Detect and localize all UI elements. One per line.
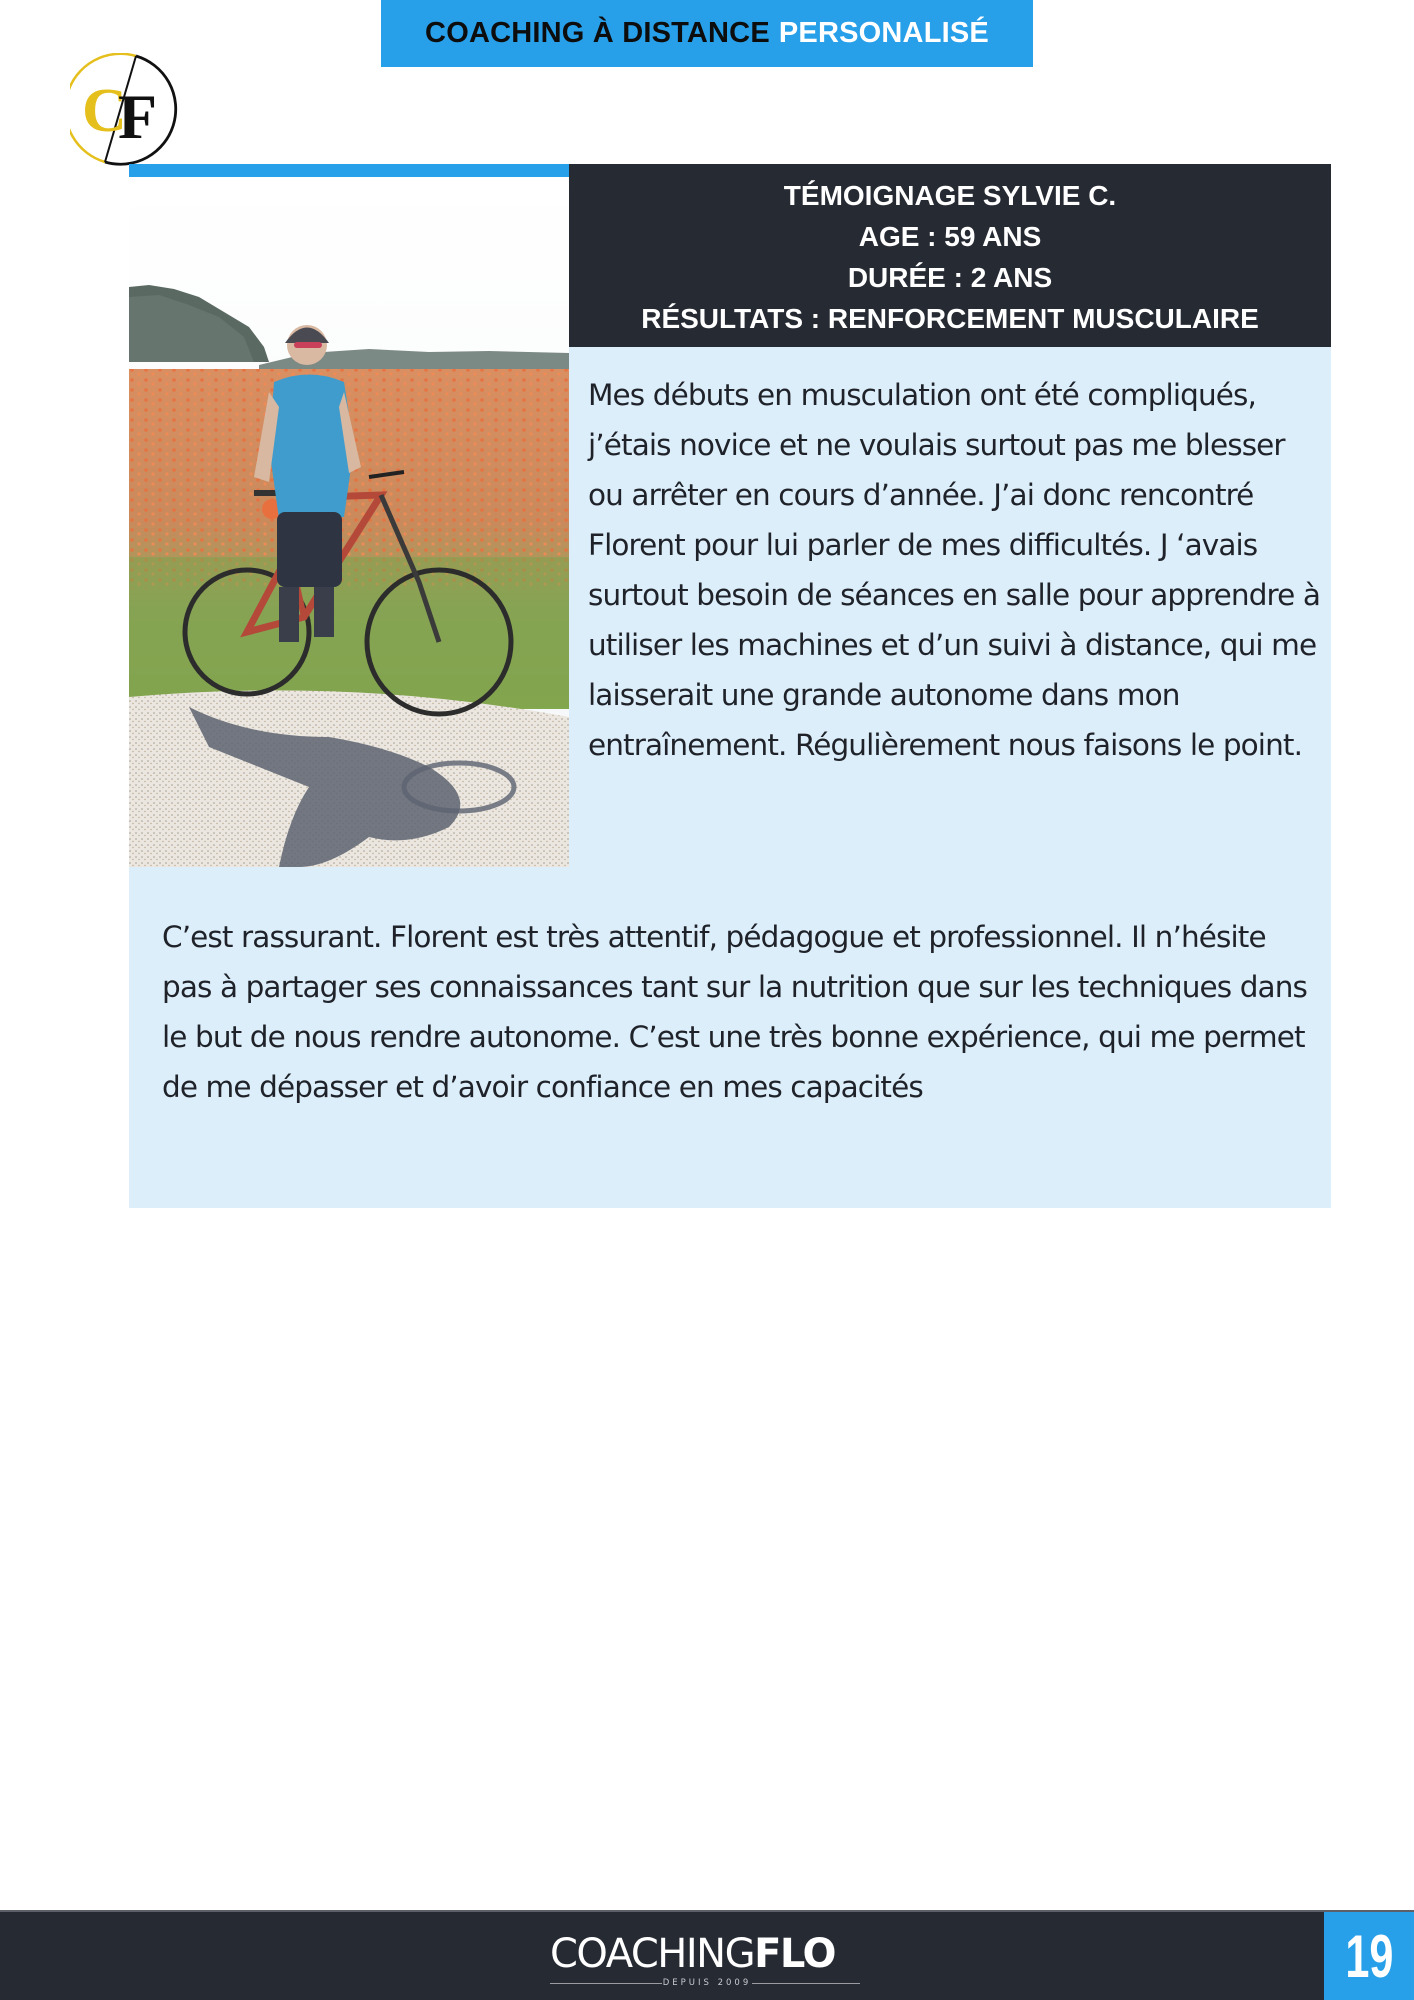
testimonial-paragraph-1: Mes débuts en musculation ont été compliqués, j’étais novice et ne voulais surtout pas me blesser ou arrêter en cours d’année. J’ai donc rencontré Florent pour lui parler de mes difficultés. J ‘avais surtout besoin de séances en salle pour apprendre à utiliser les machines et d’un suivi à distance, qui me laisserait une grande autonome dans mon entraînement. Régulièrement nous faisons le point. — [588, 378, 1321, 762]
accent-bar — [129, 164, 569, 177]
page-number-text: 19 — [1344, 1922, 1394, 1990]
testimonial-duration: DURÉE : 2 ANS — [847, 261, 1053, 293]
divider — [550, 1983, 662, 1984]
brand-wordmark — [550, 1932, 860, 1976]
brand-tagline: DEPUIS 2009 — [662, 1978, 752, 1988]
header-title-dark: COACHING À DISTANCE — [425, 17, 770, 49]
testimonial-paragraph-2: C’est rassurant. Florent est très attentif, pédagogue et professionnel. Il n’hésite pas à partager ses connaissances tant sur la nutrition que sur les techniques dans le but de nous rendre autonome. C’est une très bonne expérience, qui me permet de me dépasser et d’avoir confiance en mes capacités — [162, 920, 1307, 1104]
testimonial-card — [129, 164, 1331, 1208]
svg-text:F: F — [118, 81, 158, 152]
testimonial-results: RÉSULTATS : RENFORCEMENT MUSCULAIRE — [641, 302, 1259, 334]
divider — [752, 1983, 860, 1984]
coachingflo-logo — [550, 1932, 860, 1992]
cf-logo-icon — [70, 53, 186, 169]
testimonial-title: TÉMOIGNAGE SYLVIE C. — [783, 179, 1117, 211]
testimonial-photo-frame — [129, 164, 569, 867]
page-number — [1324, 1912, 1414, 2000]
brand-wordmark-thin: COACHING — [550, 1931, 755, 1977]
testimonial-age: AGE : 59 ANS — [858, 220, 1042, 252]
header-title-light: PERSONALISÉ — [778, 17, 989, 49]
svg-text:C: C — [82, 77, 127, 145]
testimonial-photo — [129, 177, 569, 867]
page-footer — [0, 1910, 1414, 2000]
testimonial-heading — [569, 164, 1331, 347]
brand-wordmark-bold: FLO — [754, 1931, 835, 1977]
brand-tagline-row — [550, 1976, 860, 1990]
page-header-banner — [381, 0, 1033, 67]
